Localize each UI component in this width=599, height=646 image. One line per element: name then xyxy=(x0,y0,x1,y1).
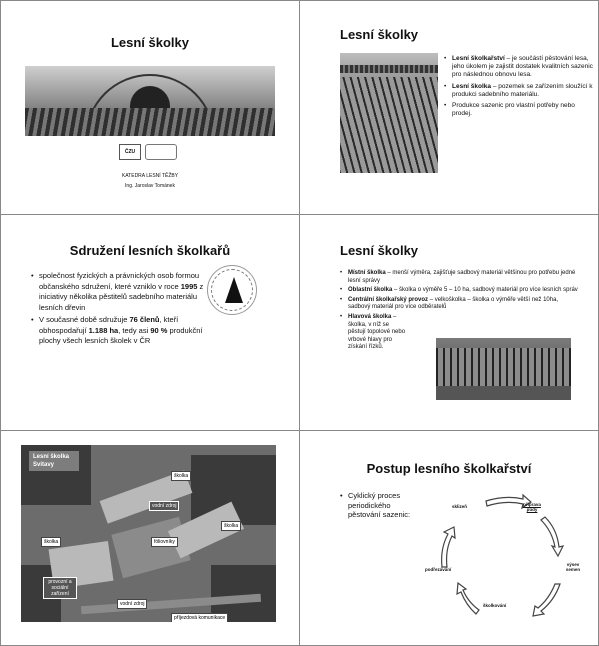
slide-2[interactable] xyxy=(300,0,599,215)
list-item: • společnost fyzických a právnických osob formou občanského sdružení, které vzniklo v roce 1995 z iniciativy několika pěstitelů sadebního materiálu lesních dřevin xyxy=(31,271,211,313)
slide-6-bullets xyxy=(340,491,425,520)
willow-nursery-photo xyxy=(436,338,571,400)
association-seal-logo xyxy=(207,265,257,315)
logos xyxy=(119,144,179,162)
list-item: • Místní školka – menší výměra, zajišťuje sadbový materiál většinou pro potřebu jedné lesní správy xyxy=(340,270,580,285)
label-water-source-top: vodní zdroj xyxy=(149,501,179,511)
label-water-source-bottom: vodní zdroj xyxy=(117,599,147,609)
cycle-step-sowing: výsev semen xyxy=(565,562,581,572)
slide-3[interactable] xyxy=(0,215,300,431)
label-operational-facilities: provozní a sociální zařízení xyxy=(43,577,77,599)
label-skolka-top: školka xyxy=(171,471,191,481)
list-item: • Cyklický proces periodického pěstování sazenic: xyxy=(340,491,425,520)
slide-2-title: Lesní školky xyxy=(340,27,419,42)
faculty-logo xyxy=(145,144,177,160)
label-foil-greenhouses: fóliovníky xyxy=(151,537,178,547)
slide-1-title: Lesní školky xyxy=(110,35,190,50)
author-name: Ing. Jaroslav Tománek xyxy=(125,183,175,189)
slide-6[interactable] xyxy=(300,431,599,646)
slide-2-bullets xyxy=(444,55,594,121)
list-item: • Hlavová školka – školka, v níž se pěstují topolové nebo vrbové hlavy pro získání řízků. xyxy=(340,314,406,352)
label-skolka-left: školka xyxy=(41,537,61,547)
cycle-step-soil-preparation: příprava půdy xyxy=(523,502,541,512)
list-item: • Lesní školka – pozemek se zařízením sloužící k produkci sadebního materiálu. xyxy=(444,83,594,99)
cycle-arrow-left xyxy=(442,527,455,567)
czu-logo: ČZU xyxy=(119,144,141,160)
slide-5[interactable] xyxy=(0,431,300,646)
list-item: • Lesní školkařství – je součástí pěstování lesa, jeho úkolem je zajistit dostatek kvalitních sazenic pro následnou obnovu lesa. xyxy=(444,55,594,80)
cycle-step-transplanting: školkování xyxy=(483,603,507,608)
cycle-arrow-right-bottom xyxy=(533,584,560,616)
cycle-arrow-right-top xyxy=(541,517,563,556)
cycle-arrow-bottom xyxy=(457,583,479,614)
greenhouse-photo xyxy=(25,66,275,136)
aerial-map-photo xyxy=(21,445,276,622)
slide-3-title: Sdružení lesních školkařů xyxy=(69,243,231,258)
cycle-diagram xyxy=(428,489,583,639)
department-name: KATEDRA LESNÍ TĚŽBY xyxy=(121,173,179,179)
cycle-step-undercutting: podřezávání xyxy=(425,567,452,572)
list-item: • Oblastní školka – školka o výměře 5 – 10 ha, sadbový materiál pro více lesních správ xyxy=(340,287,580,295)
nursery-field-photo xyxy=(340,53,438,173)
list-item: • Produkce sazenic pro vlastní potřeby nebo prodej. xyxy=(444,102,594,118)
slide-6-title: Postup lesního školkařství xyxy=(366,461,532,476)
cycle-step-harvest: sklizeň xyxy=(452,504,468,509)
slide-4[interactable] xyxy=(300,215,599,431)
map-title: Lesní školka Svitavy xyxy=(29,451,79,471)
label-skolka-right: školka xyxy=(221,521,241,531)
label-access-road: příjezdová komunikace xyxy=(171,613,228,622)
slide-4-title: Lesní školky xyxy=(340,243,419,258)
list-item: • V současné době sdružuje 76 členů, kteří obhospodařují 1.188 ha, tedy asi 90 % produkční plochy všech lesních školek v ČR xyxy=(31,315,211,347)
slide-3-bullets xyxy=(31,271,211,349)
slide-1[interactable] xyxy=(0,0,300,215)
list-item: • Centrální školkařský provoz – velkoškolka – školka o výměře větší než 10ha, sadbový materiál pro více odběratelů xyxy=(340,297,580,312)
